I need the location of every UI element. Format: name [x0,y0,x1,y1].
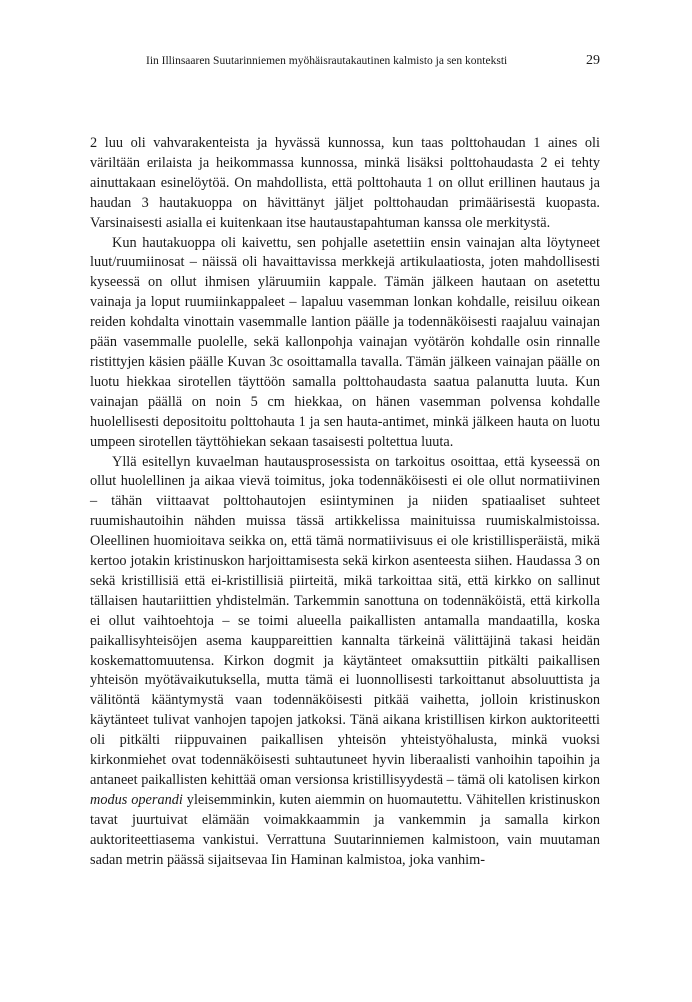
paragraph-3 [90,453,600,871]
body-text [90,134,600,871]
paragraph-1: 2 luu oli vahvarakenteista ja hyvässä kunnossa, kun taas polttohaudan 1 aines oli väriltään erilaista ja heikommassa kunnossa, minkä lisäksi polttohaudasta 2 ei tehty ainuttakaan esinelöytöä. On mahdollista, että polttohauta 1 on ollut erillinen hautaus ja haudan 3 hautakuoppa on hävittänyt jäljet polttohaudan primäärisestä kuopasta. Varsinaisesti asialla ei kuitenkaan itse hautaustapahtuman kanssa ole merkitystä. [90,135,600,231]
page-number: 29 [586,53,600,68]
paragraph-3-text-before: Yllä esitellyn kuvaelman hautausprosessista on tarkoitus osoittaa, että kyseessä on ollut huolellinen ja aikaa vievä toimitus, joka todennäköisesti ei ole ollut normatiivinen – tähän viittaavat polttohautojen esiintyminen ja niiden spatiaaliset suhteet ruumishautoihin nähden muissa tässä artikkelissa mainituissa ruumiskalmistoissa. Oleellinen huomioitava seikka on, että tämä normatiivisuus ei ole kristillisperäistä, mikä kertoo jotakin kristinuskon harjoittamisesta sekä kirkon asenteesta siihen. Haudassa 3 on sekä kristillisiä että ei-kristillisiä piirteitä, mikä tarkoittaa sitä, että kirkko on sallinut tällaisen hautariittien yhdistelmän. Tarkemmin sanottuna on todennäköistä, että kirkolla ei ollut vaihtoehtoja – se toimi alueella paikallisten antamalla mandaatilla, koska paikallisyhteisöjen asema kauppareittien kannalta tärkeinä välittäjinä takasi heidän koskemattomuutensa. Kirkon dogmit ja käytänteet omaksuttiin pitkälti paikallisen yhteisön myötävaikutuksella, mutta tämä ei luonnollisesti tarkoittanut absoluuttista ja välitöntä kääntymystä vaan todennäköisesti pitkää vaihetta, jolloin kristinuskon käytänteet tulivat vanhojen tapojen jatkoksi. Tänä aikana kristillisen kirkon auktoriteetti oli pitkälti riippuvainen paikallisen yhteisön yhteistyöhalusta, minkä vuoksi kirkonmiehet ovat todennäköisesti suhtautuneet hyvin liberaalisti vanhoihin tapoihin ja antaneet paikallisten kehittää oman versionsa kristillisyydestä – tämä oli katolisen kirkon [90,453,600,788]
italic-term: modus operandi [90,791,183,808]
paragraph-3-text-after: yleisemminkin, kuten aiemmin on huomautettu. Vähitellen kristinuskon tavat juurtuivat elämään voimakkaammin ja vankemmin ja samalla kirkon auktoriteettiasema vankistui. Verrattuna Suutarinniemen kalmistoon, vain muutaman sadan metrin päässä sijaitsevaa Iin Haminan kalmistoa, joka vanhim- [90,791,600,868]
running-title: Iin Illinsaaren Suutarinniemen myöhäisrautakautinen kalmisto ja sen konteksti [146,55,508,67]
paragraph-2: Kun hautakuoppa oli kaivettu, sen pohjalle asetettiin ensin vainajan alta löytyneet luut/ruumiinosat – näissä oli havaittavissa merkkejä artikulaatiosta, joten mahdollisesti kyseessä on ollut ihmisen yläruumiin kappale. Tämän jälkeen hautaan on asetettu vainaja ja loput ruumiinkappaleet – lapaluu vasemman lonkan kohdalle, reisiluu oikean reiden kohdalta vinottain vasemmalle lantion päälle ja todennäköisesti raajaluu vainajan pään vasemmalle puolelle, sekä kallonpohja vainajan vyötärön kohdalle osin rinnalle ristittyjen käsien päälle Kuvan 3c osoittamalla tavalla. Tämän jälkeen vainajan päälle on luotu hiekkaa sirotellen täyttöön samalla polttohaudasta saatua palanutta luuta. Kun vainajan päällä on noin 5 cm hiekkaa, on hänen vasemman polvensa kohdalle huolellisesti depositoitu polttohauta 1 ja sen hauta-antimet, minkä jälkeen hauta on luotu umpeen sirotellen täyttöhiekan sekaan tasaisesti poltettua luuta. [90,234,600,450]
running-header [90,50,600,72]
